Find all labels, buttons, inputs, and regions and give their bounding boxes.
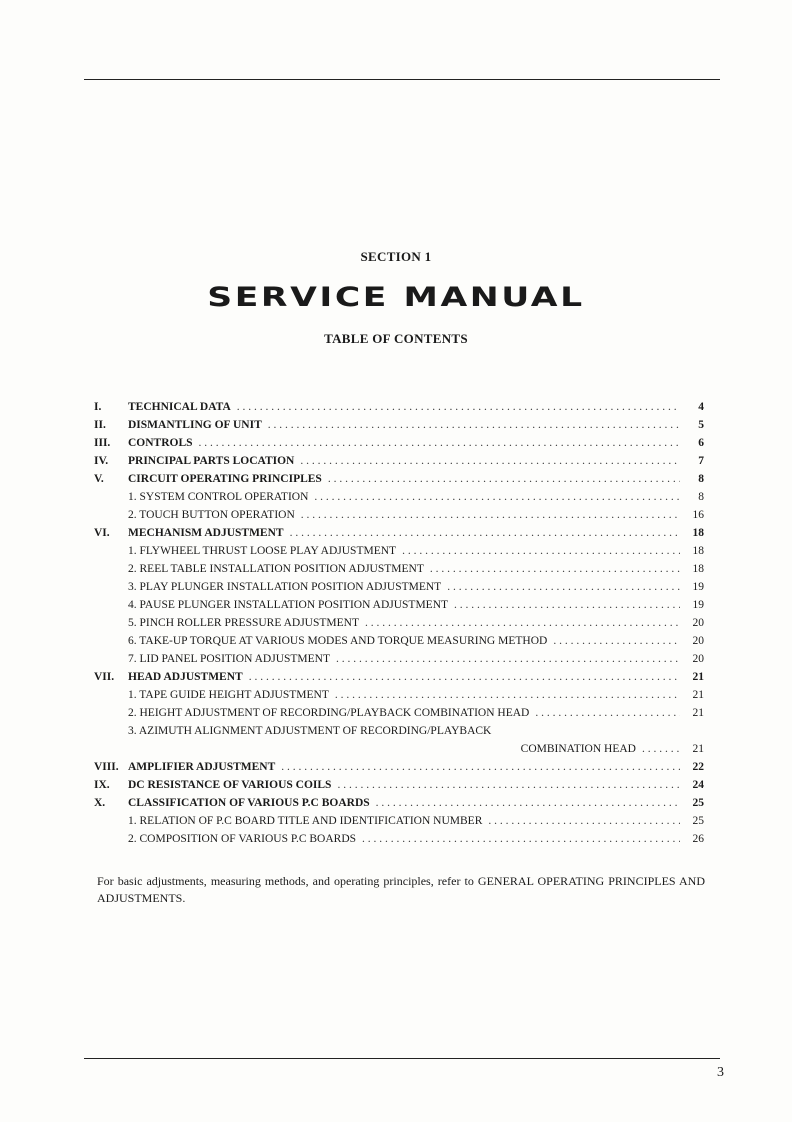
toc-section-row (94, 434, 704, 452)
toc-page-number: 25 (692, 797, 704, 809)
toc-page-number: 18 (692, 545, 704, 557)
toc-leader-dots (447, 578, 680, 596)
toc-section-row (94, 758, 704, 776)
toc-page-number: 18 (692, 563, 704, 575)
toc-heading: TABLE OF CONTENTS (324, 331, 468, 346)
top-rule (84, 79, 720, 80)
toc-roman-numeral: I. (94, 401, 102, 413)
toc-leader-dots (300, 452, 680, 470)
toc-entry-title: 2. REEL TABLE INSTALLATION POSITION ADJUSTMENT (128, 563, 424, 575)
toc-leader-dots (328, 470, 680, 488)
toc-leader-dots (335, 686, 680, 704)
toc-page-number: 4 (698, 401, 704, 413)
toc-page-number: 8 (698, 491, 704, 503)
toc-roman-numeral: VIII. (94, 761, 119, 773)
table-of-contents (94, 398, 704, 848)
toc-page-number: 6 (698, 437, 704, 449)
toc-entry-title: 6. TAKE-UP TORQUE AT VARIOUS MODES AND TORQUE MEASURING METHOD (128, 635, 548, 647)
toc-subsection-row (94, 560, 704, 578)
toc-page-number: 20 (692, 635, 704, 647)
toc-page-number: 16 (692, 509, 704, 521)
toc-section-row (94, 794, 704, 812)
toc-section-row (94, 524, 704, 542)
section-label: SECTION 1 (360, 249, 432, 264)
toc-entry-title: 3. AZIMUTH ALIGNMENT ADJUSTMENT OF RECORDING/PLAYBACK (128, 725, 492, 737)
toc-leader-dots (290, 524, 680, 542)
toc-leader-dots (281, 758, 680, 776)
toc-subsection-row (94, 740, 704, 758)
toc-section-row (94, 668, 704, 686)
toc-leader-dots (365, 614, 680, 632)
toc-roman-numeral: VI. (94, 527, 110, 539)
toc-leader-dots (488, 812, 680, 830)
toc-entry-title: 4. PAUSE PLUNGER INSTALLATION POSITION ADJUSTMENT (128, 599, 449, 611)
toc-page-number: 20 (692, 617, 704, 629)
toc-entry-title: COMBINATION HEAD (520, 743, 636, 755)
toc-entry-title: CONTROLS (128, 437, 193, 449)
toc-roman-numeral: II. (94, 419, 106, 431)
toc-roman-numeral: X. (94, 797, 106, 809)
toc-entry-title: CLASSIFICATION OF VARIOUS P.C BOARDS (128, 797, 370, 809)
toc-leader-dots (314, 488, 680, 506)
toc-subsection-row (94, 542, 704, 560)
toc-entry-title: 7. LID PANEL POSITION ADJUSTMENT (128, 653, 331, 665)
toc-leader-dots (199, 434, 680, 452)
toc-subsection-row (94, 632, 704, 650)
toc-page-number: 26 (692, 833, 704, 845)
toc-page-number: 24 (692, 779, 704, 791)
toc-subsection-row (94, 812, 704, 830)
toc-subsection-row (94, 722, 704, 740)
toc-leader-dots (249, 668, 680, 686)
toc-entry-title: 1. RELATION OF P.C BOARD TITLE AND IDENTIFICATION NUMBER (128, 815, 483, 827)
toc-page-number: 21 (692, 707, 704, 719)
toc-entry-title: TECHNICAL DATA (128, 401, 231, 413)
toc-roman-numeral: IX. (94, 779, 110, 791)
toc-entry-title: DC RESISTANCE OF VARIOUS COILS (128, 779, 332, 791)
toc-leader-dots (336, 650, 680, 668)
toc-entry-title: AMPLIFIER ADJUSTMENT (128, 761, 276, 773)
toc-roman-numeral: IV. (94, 455, 109, 467)
toc-section-row (94, 452, 704, 470)
toc-subsection-row (94, 596, 704, 614)
toc-page-number: 7 (698, 455, 704, 467)
toc-page-number: 21 (692, 671, 704, 683)
toc-leader-dots (268, 416, 680, 434)
toc-leader-dots (362, 830, 680, 848)
toc-entry-title: 2. COMPOSITION OF VARIOUS P.C BOARDS (128, 833, 357, 845)
toc-leader-dots (553, 632, 680, 650)
toc-subsection-row (94, 578, 704, 596)
toc-roman-numeral: III. (94, 437, 111, 449)
toc-entry-title: 2. TOUCH BUTTON OPERATION (128, 509, 295, 521)
toc-page-number: 18 (692, 527, 704, 539)
toc-subsection-row (94, 704, 704, 722)
toc-entry-title: 5. PINCH ROLLER PRESSURE ADJUSTMENT (128, 617, 359, 629)
toc-leader-dots (301, 506, 680, 524)
toc-leader-dots (376, 794, 680, 812)
toc-section-row (94, 398, 704, 416)
toc-entry-title: 3. PLAY PLUNGER INSTALLATION POSITION ADJUSTMENT (128, 581, 442, 593)
page-number: 3 (717, 1065, 724, 1080)
toc-leader-dots (642, 740, 680, 758)
toc-leader-dots (454, 596, 680, 614)
page-title: SERVICE MANUAL (207, 282, 585, 313)
toc-leader-dots (337, 776, 680, 794)
toc-leader-dots (535, 704, 680, 722)
toc-entry-title: 1. SYSTEM CONTROL OPERATION (128, 491, 309, 503)
toc-page-number: 5 (698, 419, 704, 431)
reference-note: For basic adjustments, measuring methods, and operating principles, refer to GENERAL OPERATING PRINCIPLES AND ADJUSTMENTS. (97, 874, 705, 905)
toc-entry-title: DISMANTLING OF UNIT (128, 419, 262, 431)
toc-roman-numeral: VII. (94, 671, 115, 683)
toc-page-number: 21 (692, 743, 704, 755)
toc-page-number: 21 (692, 689, 704, 701)
toc-subsection-row (94, 614, 704, 632)
toc-subsection-row (94, 506, 704, 524)
toc-page-number: 8 (698, 473, 704, 485)
toc-leader-dots (402, 542, 680, 560)
toc-subsection-row (94, 488, 704, 506)
toc-subsection-row (94, 830, 704, 848)
toc-section-row (94, 776, 704, 794)
toc-roman-numeral: V. (94, 473, 104, 485)
toc-section-row (94, 416, 704, 434)
toc-section-row (94, 470, 704, 488)
toc-entry-title: CIRCUIT OPERATING PRINCIPLES (128, 473, 322, 485)
bottom-rule (84, 1058, 720, 1059)
toc-entry-title: HEAD ADJUSTMENT (128, 671, 243, 683)
toc-leader-dots (237, 398, 680, 416)
toc-entry-title: MECHANISM ADJUSTMENT (128, 527, 284, 539)
toc-page-number: 20 (692, 653, 704, 665)
toc-entry-title: 1. TAPE GUIDE HEIGHT ADJUSTMENT (128, 689, 329, 701)
toc-page-number: 19 (692, 581, 704, 593)
toc-page-number: 19 (692, 599, 704, 611)
toc-entry-title: PRINCIPAL PARTS LOCATION (128, 455, 295, 467)
toc-page-number: 25 (692, 815, 704, 827)
toc-subsection-row (94, 686, 704, 704)
toc-entry-title: 2. HEIGHT ADJUSTMENT OF RECORDING/PLAYBACK COMBINATION HEAD (128, 707, 530, 719)
toc-leader-dots (430, 560, 680, 578)
toc-page-number: 22 (692, 761, 704, 773)
toc-entry-title: 1. FLYWHEEL THRUST LOOSE PLAY ADJUSTMENT (128, 545, 397, 557)
toc-subsection-row (94, 650, 704, 668)
